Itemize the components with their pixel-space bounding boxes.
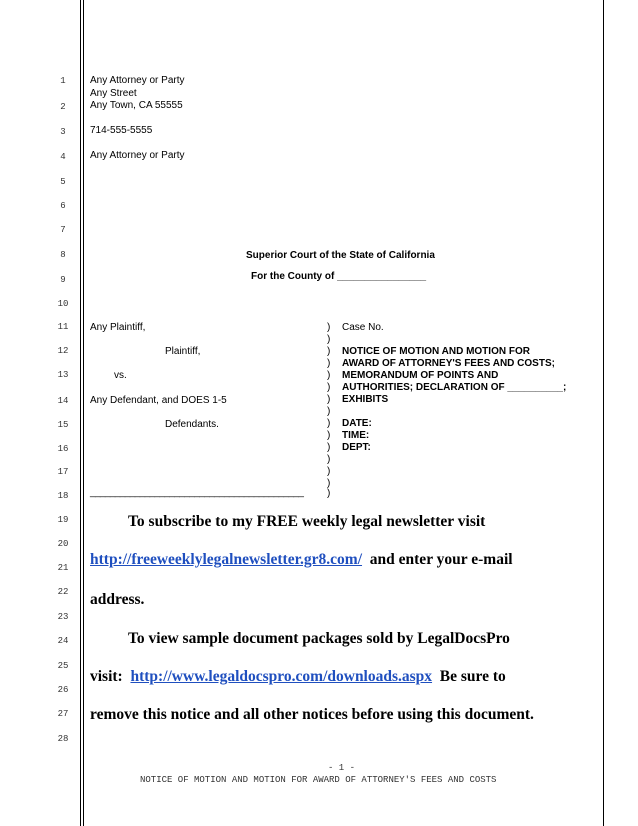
- left-margin-line-inner: [83, 0, 84, 826]
- notice-line-5: [90, 668, 506, 686]
- notice-line-4: To view sample document packages sold by LegalDocsPro: [128, 630, 510, 647]
- document-title-line: NOTICE OF MOTION AND MOTION FOR: [342, 346, 530, 357]
- newsletter-link[interactable]: http://freeweeklylegalnewsletter.gr8.com/: [90, 551, 363, 568]
- versus: vs.: [114, 370, 127, 381]
- line-number: 7: [60, 225, 66, 235]
- line-number: 18: [57, 491, 69, 501]
- line-number: 19: [57, 515, 69, 525]
- attorney-street: Any Street: [90, 88, 137, 99]
- line-number: 28: [57, 734, 69, 744]
- line-number: 4: [60, 152, 66, 162]
- line-number: 17: [57, 467, 69, 477]
- line-number: 11: [57, 322, 69, 332]
- right-margin-line: [603, 0, 604, 826]
- caption-paren: ): [327, 488, 331, 499]
- attorney-for: Any Attorney or Party: [90, 150, 185, 161]
- notice-line-3: address.: [90, 591, 145, 608]
- downloads-link[interactable]: http://www.legaldocspro.com/downloads.aspx: [130, 668, 433, 685]
- line-number: 10: [57, 299, 69, 309]
- line-number: 23: [57, 612, 69, 622]
- page-number: - 1 -: [328, 763, 356, 773]
- attorney-phone: 714-555-5555: [90, 125, 153, 136]
- document-title-line: MEMORANDUM OF POINTS AND: [342, 370, 499, 381]
- notice-line-1: To subscribe to my FREE weekly legal newsletter visit: [128, 513, 486, 530]
- plaintiff-name: Any Plaintiff,: [90, 322, 146, 333]
- line-number: 12: [57, 346, 69, 356]
- defendant-role: Defendants.: [165, 419, 219, 430]
- caption-paren: ): [327, 346, 331, 357]
- line-number: 5: [60, 177, 66, 187]
- hearing-time-label: TIME:: [342, 430, 370, 441]
- notice-line-2: [90, 551, 513, 569]
- document-title-line: AWARD OF ATTORNEY'S FEES AND COSTS;: [342, 358, 555, 369]
- case-number-label: Case No.: [342, 322, 384, 333]
- line-number: 20: [57, 539, 69, 549]
- line-number: 15: [57, 420, 69, 430]
- notice-line-2-suffix: and enter your e-mail: [369, 551, 513, 568]
- left-margin-line-outer: [80, 0, 81, 826]
- document-title-line: EXHIBITS: [342, 394, 389, 405]
- footer-title: NOTICE OF MOTION AND MOTION FOR AWARD OF ATTORNEY'S FEES AND COSTS: [140, 775, 497, 785]
- line-number: 1: [60, 76, 66, 86]
- notice-line-6: remove this notice and all other notices before using this document.: [90, 706, 534, 723]
- caption-paren: ): [327, 334, 331, 345]
- line-number: 2: [60, 102, 66, 112]
- line-number: 14: [57, 396, 69, 406]
- hearing-dept-label: DEPT:: [342, 442, 371, 453]
- caption-underline: ___________________________________________: [90, 487, 304, 498]
- line-number: 21: [57, 563, 69, 573]
- caption-paren: ): [327, 478, 331, 489]
- caption-paren: ): [327, 394, 331, 405]
- caption-paren: ): [327, 442, 331, 453]
- caption-paren: ): [327, 418, 331, 429]
- line-number: 8: [60, 250, 66, 260]
- line-number: 24: [57, 636, 69, 646]
- line-number: 13: [57, 370, 69, 380]
- court-name: Superior Court of the State of California: [246, 250, 435, 261]
- caption-paren: ): [327, 358, 331, 369]
- line-number: 6: [60, 201, 66, 211]
- caption-paren: ): [327, 466, 331, 477]
- hearing-date-label: DATE:: [342, 418, 372, 429]
- line-number: 3: [60, 127, 66, 137]
- notice-line-5-suffix: Be sure to: [439, 668, 506, 685]
- attorney-name: Any Attorney or Party: [90, 75, 185, 86]
- line-number: 26: [57, 685, 69, 695]
- line-number: 25: [57, 661, 69, 671]
- line-number: 9: [60, 275, 66, 285]
- plaintiff-role: Plaintiff,: [165, 346, 201, 357]
- line-number: 27: [57, 709, 69, 719]
- caption-paren: ): [327, 406, 331, 417]
- caption-paren: ): [327, 370, 331, 381]
- caption-paren: ): [327, 430, 331, 441]
- attorney-city: Any Town, CA 55555: [90, 100, 183, 111]
- caption-paren: ): [327, 454, 331, 465]
- notice-line-5-prefix: visit:: [90, 668, 123, 685]
- caption-paren: ): [327, 322, 331, 333]
- court-county: For the County of ________________: [251, 271, 427, 282]
- line-number: 16: [57, 444, 69, 454]
- document-title-line: AUTHORITIES; DECLARATION OF __________;: [342, 382, 567, 393]
- caption-paren: ): [327, 382, 331, 393]
- line-number: 22: [57, 587, 69, 597]
- defendant-name: Any Defendant, and DOES 1-5: [90, 395, 227, 406]
